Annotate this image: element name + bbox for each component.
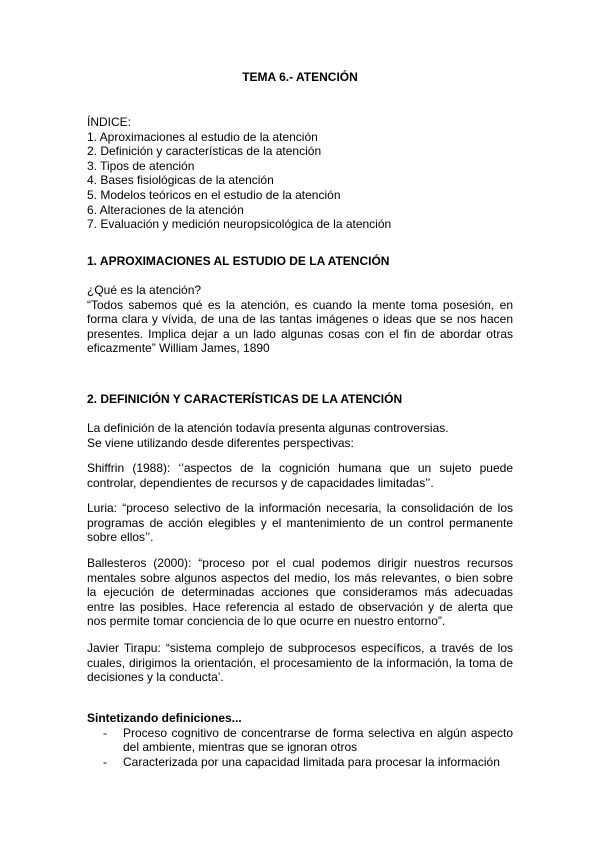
definition-line: mentales sobre algunos aspectos del medio, los más relevantes, o bien sobre [87,570,513,585]
table-of-contents [87,115,391,232]
list-item [87,755,513,770]
definition-line: Javier Tirapu: “sistema complejo de subprocesos específicos, a través de los [87,641,513,655]
section-1-heading: 1. APROXIMACIONES AL ESTUDIO DE LA ATENCIÓN [87,254,390,268]
bullet-line: Proceso cognitivo de concentrarse de forma selectiva en algún aspecto [123,725,513,740]
index-heading: ÍNDICE: [87,115,132,129]
document-title: TEMA 6.- ATENCIÓN [242,70,358,84]
section-1-body [87,283,513,356]
index-item: 7. Evaluación y medición neuropsicológica de la atención [87,217,392,232]
index-item: 6. Alteraciones de la atención [87,202,244,217]
definition-line: Shiffrin (1988): ‘’aspectos de la cognición humana que un sujeto puede [87,461,513,475]
definition-line: decisiones y la conducta’. [87,670,224,685]
definition-intro [87,421,513,450]
bullet-line: Caracterizada por una capacidad limitada para procesar la información [123,754,500,769]
definition-tirapu [87,641,513,685]
summary-list [87,726,513,770]
definition-line: la ejecución de determinadas acciones que consideramos más adecuadas [87,585,513,600]
definition-luria [87,501,513,545]
intro-line: La definición de la atención todavía presenta algunas controversias. [87,421,449,435]
question-text: ¿Qué es la atención? [87,283,202,297]
index-item: 5. Modelos teóricos en el estudio de la atención [87,187,341,202]
list-item [87,726,513,755]
index-item: 1. Aproximaciones al estudio de la atención [87,129,318,144]
index-item: 4. Bases fisiológicas de la atención [87,173,274,188]
summary-block [87,711,513,769]
quote-line: “Todos sabemos qué es la atención, es cuando la mente toma posesión, en [87,297,513,312]
intro-line: Se viene utilizando desde diferentes perspectivas: [87,435,354,450]
bullet-marker: - [103,725,107,740]
definition-line: Ballesteros (2000): “proceso por el cual podemos dirigir nuestros recursos [87,556,513,570]
bullet-line: del ambiente, mientras que se ignoran otros [123,740,358,755]
index-item: 3. Tipos de atención [87,158,195,173]
quote-line: forma clara y vívida, de una de las tantas imágenes o ideas que se nos hacen [87,312,513,327]
index-item: 2. Definición y características de la atención [87,144,322,159]
definition-line: sobre ellos’’. [87,530,154,545]
definition-shiffrin [87,461,513,490]
definition-line: programas de acción elegibles y el mantenimiento de un control permanente [87,515,513,530]
definition-line: entre las posibles. Hace referencia al estado de observación y de alerta que [87,599,513,614]
summary-heading: Sintetizando definiciones... [87,711,242,725]
definition-line: nos permite tomar conciencia de lo que ocurre en nuestro entorno”. [87,614,446,629]
quote-line: eficazmente” William James, 1890 [87,341,270,356]
definition-line: Luria: “proceso selectivo de la información necesaria, la consolidación de los [87,501,513,515]
definition-line: cuales, dirigimos la orientación, el procesamiento de la información, la toma de [87,655,513,670]
definition-line: controlar, dependientes de recursos y de capacidades limitadas’’. [87,475,434,490]
quote-line: presentes. Implica dejar a un lado algunas cosas con el fin de abordar otras [87,326,513,341]
bullet-marker: - [103,754,107,769]
definition-ballesteros [87,556,513,629]
section-2-heading: 2. DEFINICIÓN Y CARACTERÍSTICAS DE LA ATENCIÓN [87,392,403,406]
